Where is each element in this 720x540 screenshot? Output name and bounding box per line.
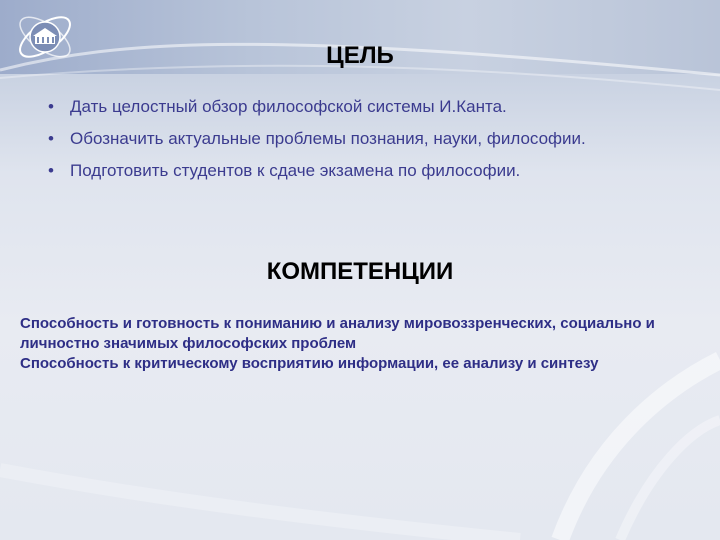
goal-bullet-item bbox=[44, 95, 664, 119]
goal-bullet-text: Подготовить студентов к сдаче экзамена по философии. bbox=[70, 161, 521, 180]
goal-bullet-item bbox=[44, 159, 664, 183]
competencies-list bbox=[20, 314, 690, 374]
bullet-marker: • bbox=[48, 97, 54, 116]
bullet-marker: • bbox=[48, 129, 54, 148]
goal-title: ЦЕЛЬ bbox=[326, 42, 394, 69]
goal-bullet-text: Дать целостный обзор философской системы И.Канта. bbox=[70, 97, 507, 116]
goal-bullet-text: Обозначить актуальные проблемы познания, науки, философии. bbox=[70, 129, 586, 148]
goal-bullet-list bbox=[44, 95, 664, 191]
competency-item: Способность к критическому восприятию информации, ее анализу и синтезу bbox=[20, 355, 599, 372]
competencies-title: КОМПЕТЕНЦИИ bbox=[266, 258, 454, 285]
competency-item: Способность и готовность к пониманию и анализу мировоззренческих, социально и личностно значимых философских проблем bbox=[20, 315, 655, 352]
goal-bullet-item bbox=[44, 127, 664, 151]
bullet-marker: • bbox=[48, 161, 54, 180]
